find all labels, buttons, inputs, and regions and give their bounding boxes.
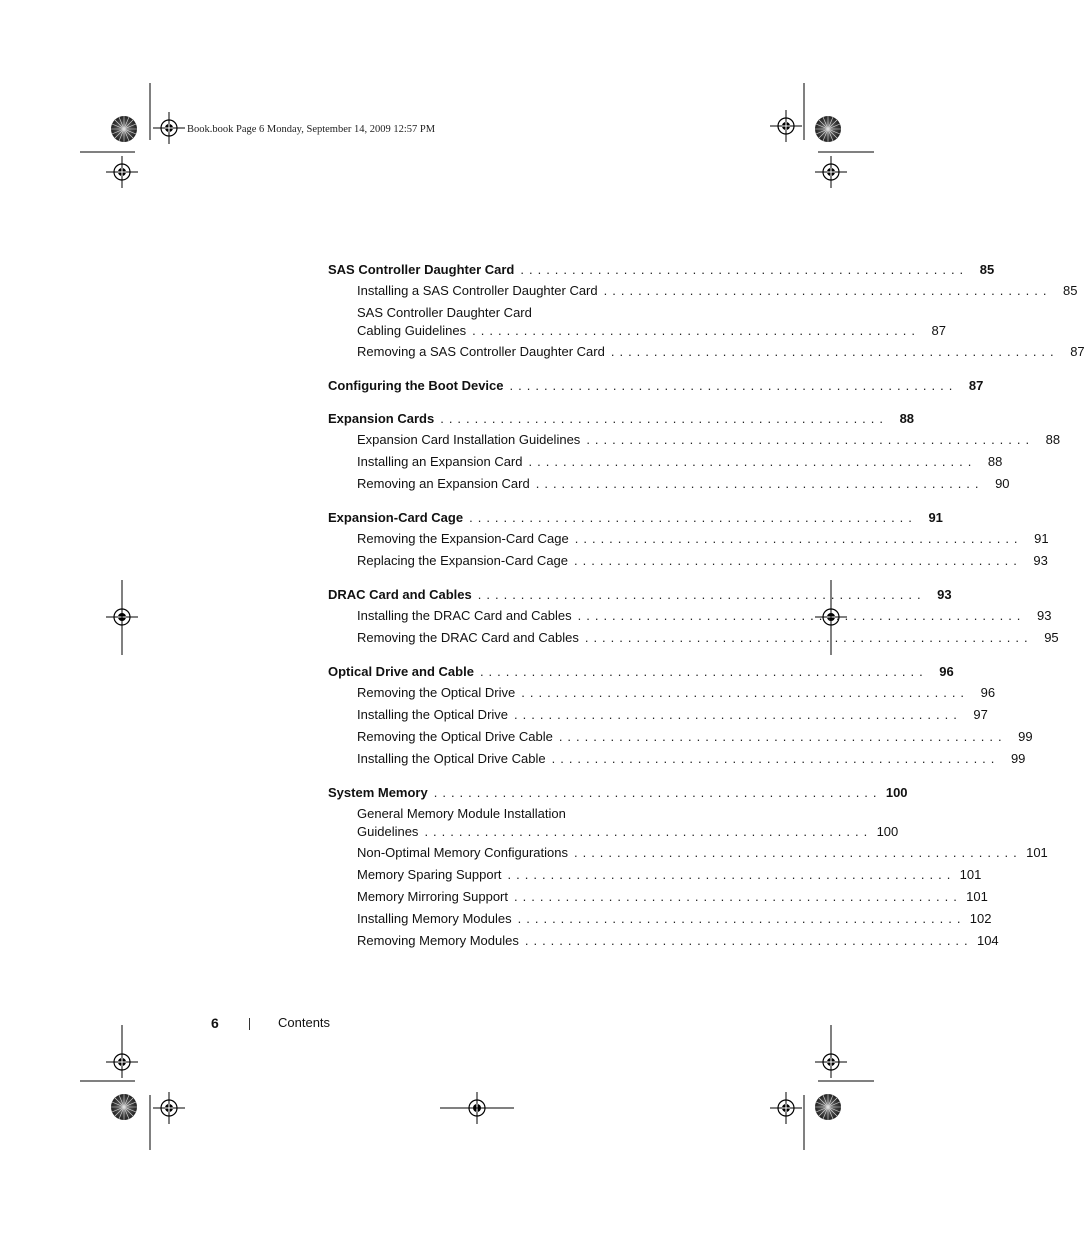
- table-of-contents: [328, 259, 1085, 964]
- toc-entry-title: Guidelines: [357, 824, 419, 839]
- toc-entry-page: 85: [1062, 283, 1078, 298]
- registration-mark-bottom-left: [153, 1092, 185, 1124]
- toc-section: [328, 408, 1061, 495]
- toc-entry-title: Installing the Optical Drive: [357, 707, 509, 722]
- toc-section: [328, 661, 1033, 770]
- toc-heading-title: SAS Controller Daughter Card: [328, 262, 515, 277]
- toc-entry-page: 102: [969, 911, 992, 926]
- toc-section: [328, 375, 984, 396]
- toc-heading-title: System Memory: [328, 785, 428, 800]
- toc-entry-page: 90: [995, 476, 1010, 491]
- registration-mark-top-left: [153, 112, 185, 144]
- toc-heading[interactable]: DRAC Card and Cables .................................................... 93: [328, 584, 666, 605]
- toc-entry[interactable]: Guidelines .................................................... 100: [328, 822, 666, 842]
- toc-entry-page: 95: [1044, 630, 1059, 645]
- toc-entry-page: 88: [1045, 432, 1061, 447]
- toc-entry[interactable]: Memory Mirroring Support .................................................... 101: [328, 886, 666, 908]
- registration-mark-left-lower: [106, 1046, 138, 1078]
- toc-entry-page: 87: [1070, 344, 1085, 359]
- toc-heading-page: 91: [928, 510, 943, 525]
- toc-entry-title: Installing a SAS Controller Daughter Card: [357, 283, 598, 298]
- registration-mark-right-lower: [815, 1046, 847, 1078]
- toc-heading[interactable]: Configuring the Boot Device .................................................... 87: [328, 375, 666, 396]
- toc-heading-page: 88: [899, 411, 915, 426]
- toc-section: [328, 584, 1059, 649]
- toc-entry-title: Removing the Expansion-Card Cage: [357, 531, 569, 546]
- toc-entry-title: Replacing the Expansion-Card Cage: [357, 553, 569, 568]
- toc-entry[interactable]: Expansion Card Installation Guidelines .................................................... 88: [328, 429, 666, 451]
- toc-entry[interactable]: Memory Sparing Support .................................................... 101: [328, 864, 666, 886]
- print-header-info: Book.book Page 6 Monday, September 14, 2009 12:57 PM: [187, 124, 436, 135]
- toc-entry-title: Cabling Guidelines: [357, 323, 467, 338]
- toc-entry-title: Removing the Optical Drive Cable: [357, 729, 553, 744]
- toc-entry[interactable]: Removing an Expansion Card .................................................... 90: [328, 473, 666, 495]
- toc-heading-title: DRAC Card and Cables: [328, 587, 472, 602]
- toc-entry[interactable]: Installing an Expansion Card .................................................... 88: [328, 451, 666, 473]
- toc-entry-title-line1[interactable]: General Memory Module Installation: [357, 806, 566, 821]
- toc-entry-title: Memory Sparing Support: [357, 867, 502, 882]
- toc-entry-title: Removing an Expansion Card: [357, 476, 530, 491]
- toc-heading-title: Configuring the Boot Device: [328, 378, 504, 393]
- toc-section: [328, 782, 1048, 952]
- toc-heading-page: 93: [937, 587, 952, 602]
- toc-heading-page: 96: [939, 664, 954, 679]
- toc-heading[interactable]: System Memory .................................................... 100: [328, 782, 666, 803]
- toc-entry-title-line1[interactable]: SAS Controller Daughter Card: [357, 305, 532, 320]
- star-target-top-left: [111, 116, 137, 142]
- star-target-bottom-left: [111, 1094, 137, 1120]
- toc-entry-page: 104: [976, 933, 999, 948]
- toc-entry-page: 100: [876, 824, 899, 839]
- registration-mark-bottom-right: [770, 1092, 802, 1124]
- toc-entry-page: 101: [1026, 845, 1048, 860]
- toc-entry-title: Removing Memory Modules: [357, 933, 519, 948]
- toc-entry[interactable]: Installing Memory Modules .................................................... 102: [328, 908, 666, 930]
- toc-entry[interactable]: Removing the DRAC Card and Cables .................................................... 95: [328, 627, 666, 649]
- toc-entry-page: 93: [1033, 553, 1048, 568]
- toc-entry-title: Installing an Expansion Card: [357, 454, 523, 469]
- toc-entry[interactable]: Installing the Optical Drive Cable .................................................... 99: [328, 748, 666, 770]
- toc-entry[interactable]: Replacing the Expansion-Card Cage .................................................... 93: [328, 550, 666, 572]
- toc-entry-page: 101: [959, 867, 982, 882]
- toc-entry-page: 91: [1034, 531, 1049, 546]
- registration-mark-top-right: [770, 110, 802, 142]
- registration-mark-left-upper: [106, 156, 138, 188]
- page-footer: [0, 1015, 954, 1035]
- toc-heading[interactable]: Expansion Cards .................................................... 88: [328, 408, 666, 429]
- toc-entry-title: Expansion Card Installation Guidelines: [357, 432, 581, 447]
- toc-entry[interactable]: Removing the Optical Drive Cable .................................................... 99: [328, 726, 666, 748]
- toc-heading[interactable]: Expansion-Card Cage .................................................... 91: [328, 507, 666, 528]
- toc-entry-title: Memory Mirroring Support: [357, 889, 508, 904]
- toc-heading-page: 87: [968, 378, 984, 393]
- toc-entry[interactable]: Installing the Optical Drive .................................................... 97: [328, 704, 666, 726]
- toc-entry-page: 88: [987, 454, 1003, 469]
- toc-entry-title: Removing the Optical Drive: [357, 685, 516, 700]
- toc-entry[interactable]: Removing the Expansion-Card Cage .................................................... 91: [328, 528, 666, 550]
- toc-entry-title: Removing a SAS Controller Daughter Card: [357, 344, 605, 359]
- toc-entry-page: 101: [966, 889, 988, 904]
- star-target-bottom-right: [815, 1094, 841, 1120]
- toc-heading-title: Expansion Cards: [328, 411, 435, 426]
- toc-entry[interactable]: Installing a SAS Controller Daughter Card .................................................... 85: [328, 280, 666, 302]
- toc-entry-page: 97: [973, 707, 988, 722]
- toc-heading-title: Optical Drive and Cable: [328, 664, 474, 679]
- toc-entry-page: 99: [1018, 729, 1033, 744]
- toc-entry-title: Installing the Optical Drive Cable: [357, 751, 546, 766]
- toc-entry[interactable]: Removing a SAS Controller Daughter Card .................................................... 87: [328, 341, 666, 363]
- footer-divider: [249, 1018, 250, 1030]
- toc-entry-page: 93: [1036, 608, 1052, 623]
- star-target-top-right: [815, 116, 841, 142]
- toc-heading[interactable]: SAS Controller Daughter Card .................................................... 85: [328, 259, 666, 280]
- toc-entry-page: 96: [980, 685, 996, 700]
- toc-entry-title: Installing Memory Modules: [357, 911, 512, 926]
- toc-heading-page: 100: [885, 785, 908, 800]
- toc-entry-title: Installing the DRAC Card and Cables: [357, 608, 572, 623]
- toc-entry[interactable]: Removing Memory Modules .................................................... 104: [328, 930, 666, 952]
- toc-entry[interactable]: Non-Optimal Memory Configurations .................................................... 101: [328, 842, 666, 864]
- toc-heading[interactable]: Optical Drive and Cable .................................................... 96: [328, 661, 666, 682]
- toc-entry[interactable]: Removing the Optical Drive .................................................... 96: [328, 682, 666, 704]
- toc-entry[interactable]: Cabling Guidelines .................................................... 87: [328, 321, 666, 341]
- registration-mark-right-upper: [815, 156, 847, 188]
- toc-entry-page: 87: [931, 323, 946, 338]
- toc-entry-title: Removing the DRAC Card and Cables: [357, 630, 579, 645]
- toc-section: [328, 507, 1049, 572]
- toc-section: [328, 259, 1085, 363]
- toc-entry[interactable]: Installing the DRAC Card and Cables .................................................... 93: [328, 605, 666, 627]
- toc-heading-title: Expansion-Card Cage: [328, 510, 464, 525]
- toc-entry-title: Non-Optimal Memory Configurations: [357, 845, 568, 860]
- toc-entry-page: 99: [1010, 751, 1026, 766]
- toc-heading-page: 85: [979, 262, 995, 277]
- page-number: 6: [211, 1015, 219, 1031]
- footer-section-title: Contents: [278, 1015, 331, 1030]
